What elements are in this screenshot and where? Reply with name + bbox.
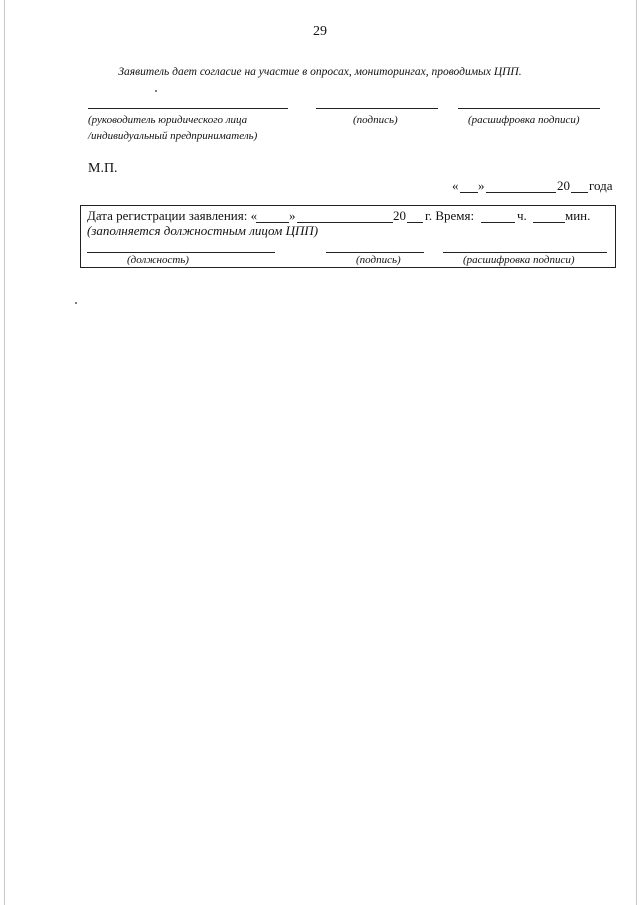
page-number: 29 <box>313 24 327 39</box>
registration-quote-close: » <box>289 208 296 223</box>
left-page-edge <box>4 0 5 905</box>
caption-head-line2: /индивидуальный предприниматель) <box>88 130 258 142</box>
consent-statement: Заявитель дает согласие на участие в опросах, мониторингах, проводимых ЦПП. <box>118 66 522 78</box>
date-close-quote: » <box>478 178 485 193</box>
registration-box <box>80 205 616 268</box>
right-page-edge <box>636 0 637 905</box>
registration-time-label: г. Время: <box>425 208 475 223</box>
scan-speck <box>75 302 77 304</box>
registration-year: 20 <box>393 208 406 223</box>
seal-label: М.П. <box>88 161 118 176</box>
date-year-suffix: года <box>589 178 613 193</box>
registration-note: (заполняется должностным лицом ЦПП) <box>87 223 319 238</box>
registration-hours-blank <box>481 222 515 223</box>
date-year-blank <box>571 192 588 193</box>
caption-decoding: (расшифровка подписи) <box>468 114 580 126</box>
signature-line <box>316 108 438 109</box>
date-day-blank <box>460 192 478 193</box>
caption-signature: (подпись) <box>353 114 398 126</box>
box-bottom-underline <box>461 267 585 268</box>
decoding-line <box>458 108 600 109</box>
official-decoding-line <box>443 252 607 253</box>
caption-official-signature: (подпись) <box>356 254 401 266</box>
registration-hours-label: ч. <box>517 208 527 223</box>
official-signature-line <box>326 252 424 253</box>
box-bottom-underline <box>349 267 409 268</box>
caption-official-decoding: (расшифровка подписи) <box>463 254 575 266</box>
date-year-prefix: 20 <box>557 178 570 193</box>
box-bottom-underline <box>123 267 195 268</box>
registration-minutes-label: мин. <box>565 208 591 223</box>
caption-head-line1: (руководитель юридического лица <box>88 114 248 126</box>
position-line <box>87 252 275 253</box>
date-open-quote: « <box>452 178 459 193</box>
caption-position: (должность) <box>127 254 189 266</box>
scan-speck <box>155 90 157 92</box>
date-month-blank <box>486 192 556 193</box>
registration-minutes-blank <box>533 222 565 223</box>
head-signature-line <box>88 108 288 109</box>
registration-date-label: Дата регистрации заявления: « <box>87 208 258 223</box>
registration-year-blank <box>407 222 423 223</box>
